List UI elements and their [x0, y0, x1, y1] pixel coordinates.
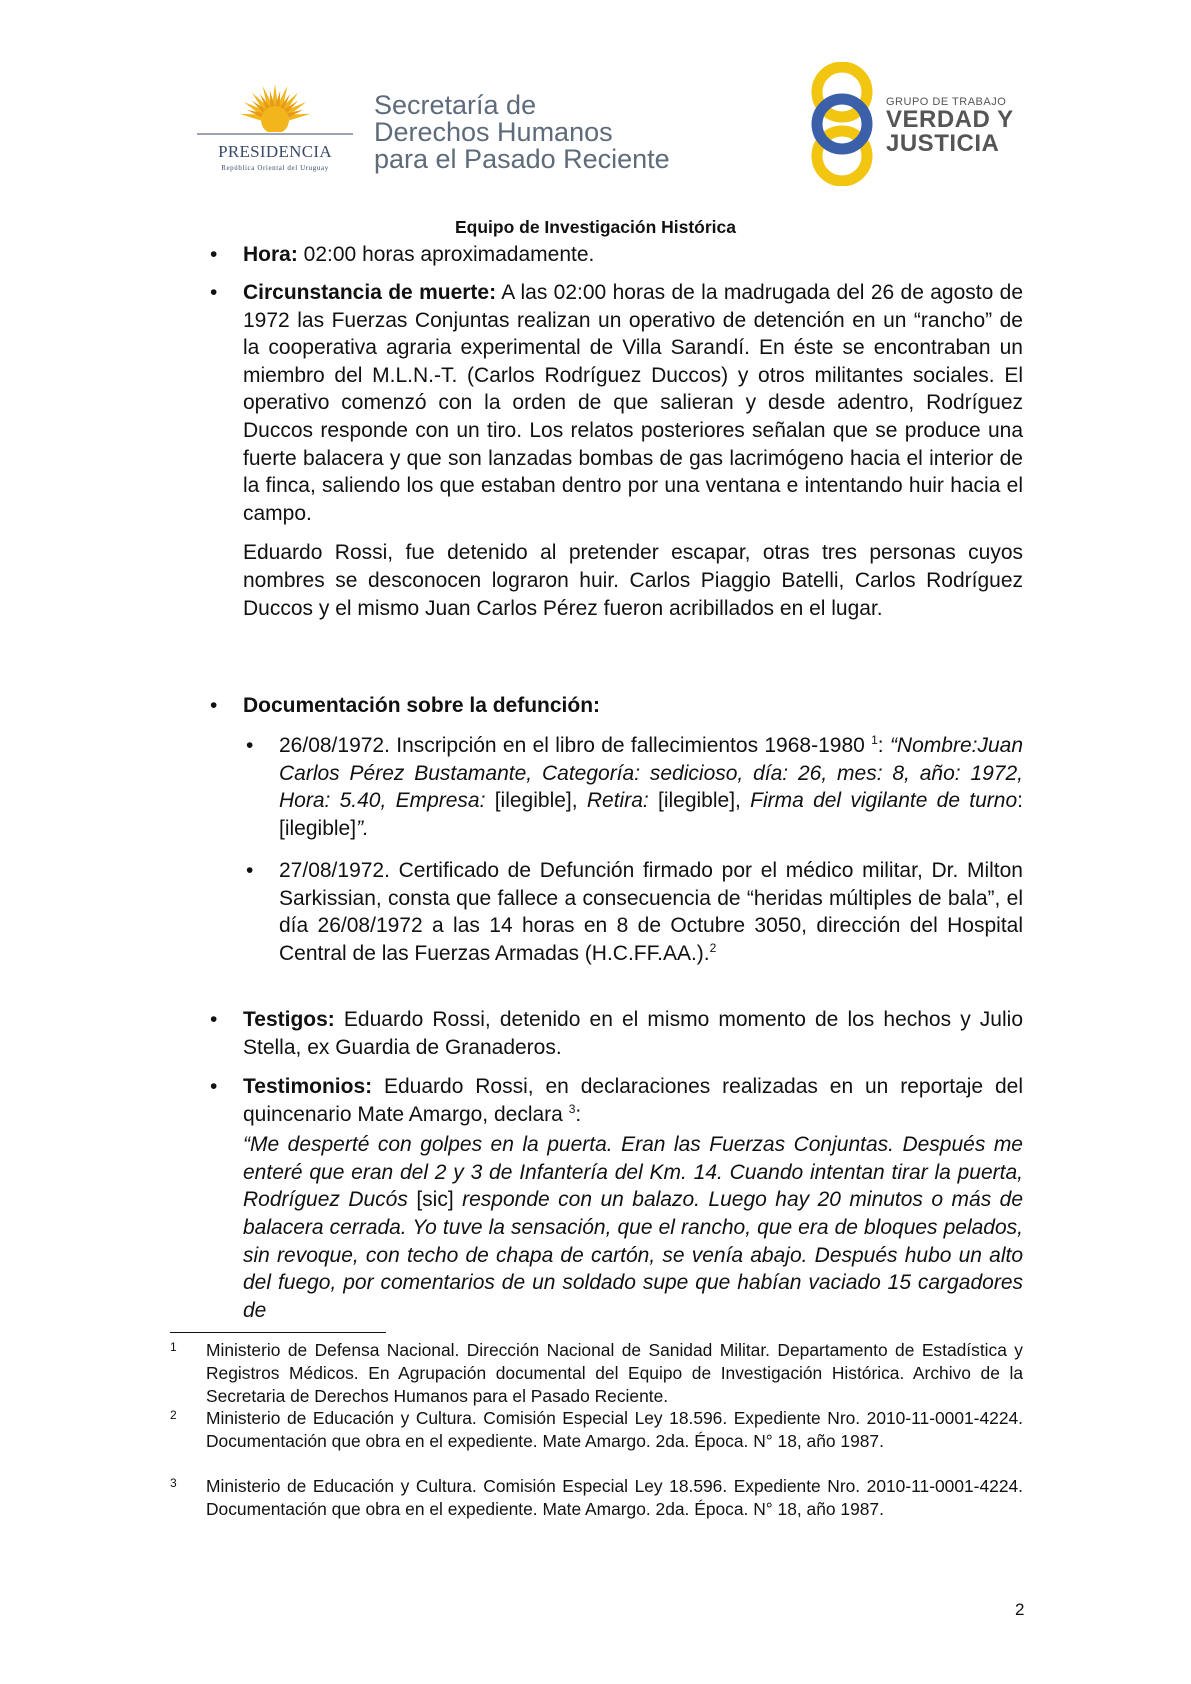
footnote-ref-2: 2: [709, 940, 717, 955]
presidencia-subtitle: República Oriental del Uruguay: [221, 164, 329, 172]
documentacion-item-1: [279, 732, 1023, 842]
secretaria-title: [374, 92, 670, 173]
testimonios-item: [243, 1073, 1023, 1324]
secretaria-line-1: Secretaría de: [374, 90, 537, 120]
footnote-number: 3: [170, 1476, 177, 1490]
presidencia-logo: [195, 82, 355, 182]
doc2-text: 27/08/1972. Certificado de Defunción firmado por el médico militar, Dr. Milton Sarkissian, consta que fallece a consecuencia de “heridas múltiples de bala”, el día 26/08/1972 a las 14 horas en 8 de Octubre 3050, dirección del Hospital Central de las Fuerzas Armadas (H.C.FF.AA.).: [279, 859, 1023, 965]
footnote-3: Ministerio de Educación y Cultura. Comisión Especial Ley 18.596. Expediente Nro. 2010-11-0001-4224. Documentación que obra en el expediente. Mate Amargo. 2da. Época. N° 18, año 1987.: [206, 1476, 1023, 1519]
quote-part-1: “Me desperté con golpes en la puerta. Eran las Fuerzas Conjuntas. Después me enteré que eran del 2 y 3 de Infantería del Km. 14. Cuando intentan tirar la puerta, Rodríguez Ducós: [243, 1133, 1023, 1212]
secretaria-line-3: para el Pasado Reciente: [374, 144, 670, 174]
circunstancia-text: A las 02:00 horas de la madrugada del 26 de agosto de 1972 las Fuerzas Conjuntas realizan un operativo de detención en un “rancho” de la cooperativa agraria experimental de Villa Sarandí. En éste se encontraban un miembro del M.L.N.-T. (Carlos Rodríguez Duccos) y otros militantes sociales. El operativo comenzó con la orden de que salieran y desde adentro, Rodríguez Duccos responde con un tiro. Los relatos posteriores señalan que se produce una fuerte balacera y que son lanzadas bombas de gas lacrimógeno hacia el interior de la finca, saliendo los que estaban dentro por una ventana e intentando huir hacia el campo.: [243, 281, 1023, 525]
circunstancia-text-2: Eduardo Rossi, fue detenido al pretender escapar, otras tres personas cuyos nombres se desconocen lograron huir. Carlos Piaggio Batelli, Carlos Rodríguez Duccos y el mismo Juan Carlos Pérez fueron acribillados en el lugar.: [243, 541, 1023, 620]
secretaria-line-2: Derechos Humanos: [374, 117, 613, 147]
doc1-quote-end: ”.: [356, 816, 369, 840]
bullet-marker: •: [246, 859, 254, 882]
footnote-number: 1: [170, 1340, 177, 1354]
documentacion-label: Documentación sobre la defunción:: [243, 694, 601, 717]
grupo-trabajo-label: [886, 96, 1014, 156]
doc1-text: 26/08/1972. Inscripción en el libro de fallecimientos 1968-1980: [279, 734, 872, 757]
testigos-text: Eduardo Rossi, detenido en el mismo momento de los hechos y Julio Stella, ex Guardia de Granaderos.: [243, 1008, 1023, 1059]
footnote-separator: [170, 1332, 386, 1333]
testimonios-colon: :: [575, 1102, 582, 1126]
footnote-ref-3: 3: [568, 1101, 576, 1116]
sun-logo-icon: [195, 82, 355, 142]
hora-item: [243, 241, 1023, 269]
bullet-marker: •: [210, 1008, 218, 1031]
hora-label: Hora:: [243, 243, 298, 266]
grupo-trabajo-small: GRUPO DE TRABAJO: [886, 96, 1007, 108]
footnote-ref-1: 1: [871, 733, 878, 747]
grupo-trabajo-justicia: JUSTICIA: [886, 130, 1000, 157]
grupo-trabajo-verdad: VERDAD Y: [886, 106, 1014, 133]
page-number: 2: [1015, 1600, 1025, 1619]
footnote-2: Ministerio de Educación y Cultura. Comisión Especial Ley 18.596. Expediente Nro. 2010-11-0001-4224. Documentación que obra en el expediente. Mate Amargo. 2da. Época. N° 18, año 1987.: [206, 1408, 1023, 1451]
presidencia-name: PRESIDENCIA: [218, 142, 332, 161]
testimonio-quote: [243, 1131, 1023, 1324]
circunstancia-label: Circunstancia de muerte:: [243, 281, 497, 304]
doc1-quote-3: Firma del vigilante de turno: [750, 789, 1018, 813]
testimonios-label: Testimonios:: [243, 1075, 373, 1098]
doc1-illegible-2: [ilegible],: [648, 789, 751, 813]
bullet-marker: •: [210, 281, 218, 304]
testigos-item: [243, 1006, 1023, 1061]
doc1-illegible-3: : [ilegible]: [279, 789, 1024, 840]
bullet-marker: •: [210, 243, 218, 266]
hora-text: 02:00 horas aproximadamente.: [297, 243, 595, 266]
quote-sic: [sic]: [407, 1188, 463, 1212]
doc1-colon: :: [877, 734, 890, 757]
doc1-illegible-1: [ilegible],: [485, 789, 587, 813]
bullet-marker: •: [210, 694, 218, 717]
documentacion-item-2: [279, 857, 1023, 967]
circunstancia-item: [243, 279, 1023, 622]
bullet-marker: •: [246, 734, 254, 757]
doc1-quote-2: Retira:: [586, 789, 649, 813]
team-heading: Equipo de Investigación Histórica: [454, 217, 737, 237]
footnote-number: 2: [170, 1408, 177, 1422]
testimonios-text: Eduardo Rossi, en declaraciones realizadas en un reportaje del quincenario Mate Amargo, declara: [243, 1075, 1023, 1126]
footnote-1: Ministerio de Defensa Nacional. Dirección Nacional de Sanidad Militar. Departamento de Estadística y Registros Médicos. En Agrupación documental del Equipo de Investigación Histórica. Archivo de la Secretaria de Derechos Humanos para el Pasado Reciente.: [206, 1340, 1023, 1406]
doc1-quote-1: “Nombre:Juan Carlos Pérez Bustamante, Categoría: sedicioso, día: 26, mes: 8, año: 1972, Hora: 5.40, Empresa:: [279, 734, 1023, 813]
bullet-marker: •: [210, 1075, 218, 1098]
verdad-justicia-rings-icon: [808, 62, 876, 186]
quote-part-2: responde con un balazo. Luego hay 20 minutos o más de balacera cerrada. Yo tuve la sensación, que el rancho, que era de bloques pelados, sin revoque, con techo de chapa de cartón, se venía abajo. Después hubo un alto del fuego, por comentarios de un soldado supe que habían vaciado 15 cargadores de: [243, 1188, 1024, 1322]
testigos-label: Testigos:: [243, 1008, 335, 1031]
